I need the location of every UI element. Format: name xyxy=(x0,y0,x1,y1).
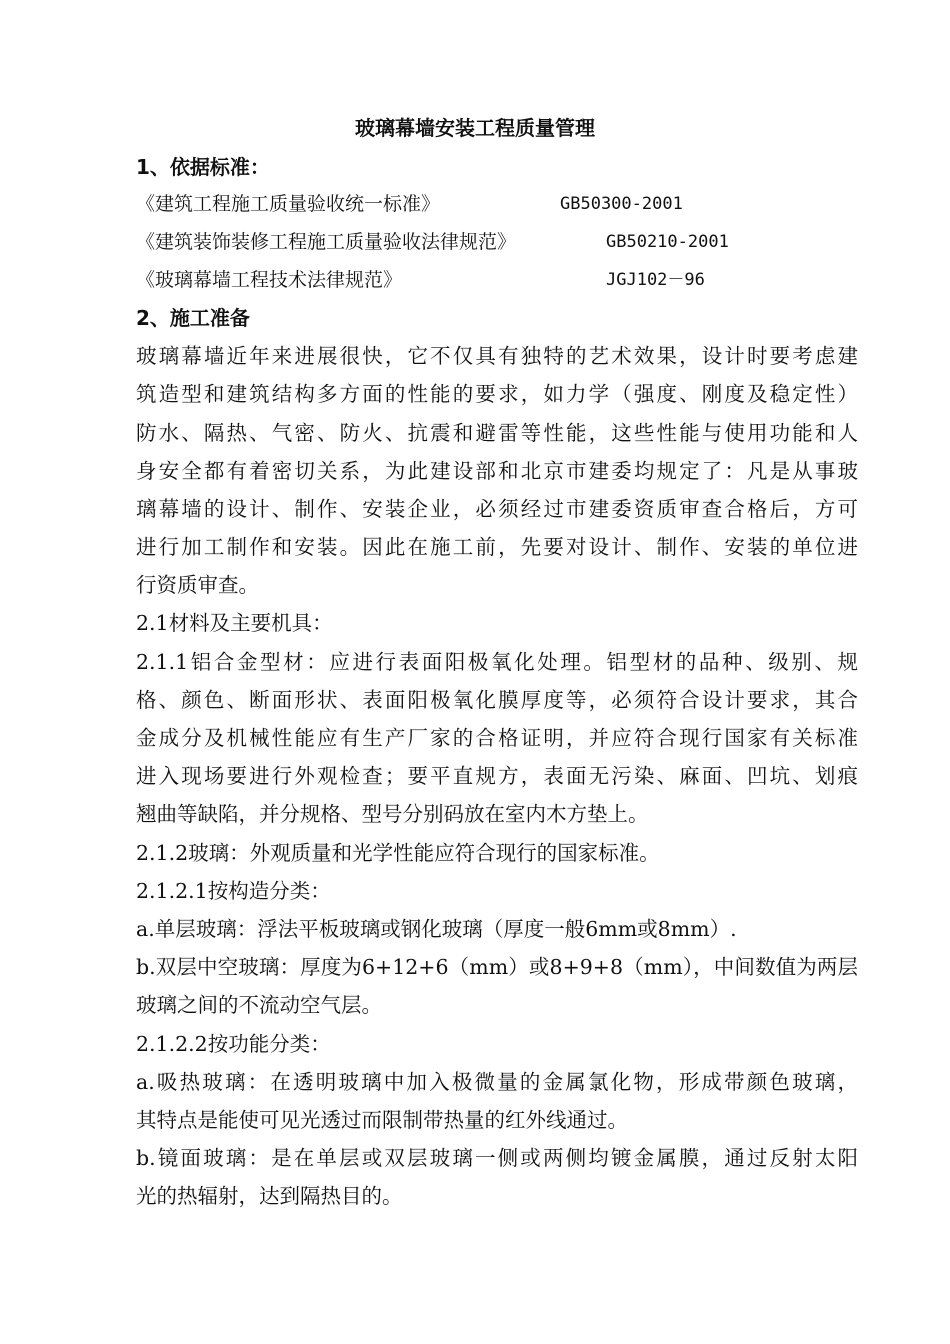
subsection-heading: 2.1.2.1按构造分类： xyxy=(136,879,331,903)
body-line: 其特点是能使可见光透过而限制带热量的红外线通过。 xyxy=(136,1108,628,1132)
standard-row xyxy=(136,189,856,219)
document-title: 玻璃幕墙安装工程质量管理 xyxy=(355,116,595,140)
body-line: 筑造型和建筑结构多方面的性能的要求，如力学（强度、刚度及稳定性） xyxy=(136,382,858,406)
body-line: 2.1.1铝合金型材：应进行表面阳极氧化处理。铝型材的品种、级别、规 xyxy=(136,650,858,674)
standard-row xyxy=(136,265,856,295)
body-line: 翘曲等缺陷，并分规格、型号分别码放在室内木方垫上。 xyxy=(136,802,649,826)
section-heading-preparation: 2、施工准备 xyxy=(136,306,250,330)
body-line: 光的热辐射，达到隔热目的。 xyxy=(136,1184,403,1208)
body-line: 格、颜色、断面形状、表面阳极氧化膜厚度等，必须符合设计要求，其合 xyxy=(136,688,858,712)
body-line: 防水、隔热、气密、防火、抗震和避雷等性能，这些性能与使用功能和人 xyxy=(136,421,858,445)
standard-row xyxy=(136,227,856,257)
subsection-heading: 2.1材料及主要机具： xyxy=(136,611,333,635)
body-line: 金成分及机械性能应有生产厂家的合格证明，并应符合现行国家有关标准 xyxy=(136,726,858,750)
standard-code: GB50210-2001 xyxy=(606,232,729,252)
body-line: 玻璃幕墙近年来进展很快，它不仅具有独特的艺术效果，设计时要考虑建 xyxy=(136,344,858,368)
body-line: 璃幕墙的设计、制作、安装企业，必须经过市建委资质审查合格后，方可 xyxy=(136,497,858,521)
body-line: b.镜面玻璃：是在单层或双层玻璃一侧或两侧均镀金属膜，通过反射太阳 xyxy=(136,1146,858,1170)
standard-code: GB50300-2001 xyxy=(560,194,683,214)
standard-code: JGJ102－96 xyxy=(606,270,705,290)
section-heading-standards: 1、依据标准： xyxy=(136,155,270,179)
body-line: b.双层中空玻璃：厚度为6+12+6（mm）或8+9+8（mm），中间数值为两层 xyxy=(136,955,858,979)
body-line: 进入现场要进行外观检查；要平直规方，表面无污染、麻面、凹坑、划痕 xyxy=(136,764,858,788)
body-line: 玻璃之间的不流动空气层。 xyxy=(136,993,382,1017)
body-line: 身安全都有着密切关系，为此建设部和北京市建委均规定了：凡是从事玻 xyxy=(136,459,858,483)
body-line: a.单层玻璃：浮法平板玻璃或钢化玻璃（厚度一般6mm或8mm）. xyxy=(136,917,737,941)
body-line: a.吸热玻璃：在透明玻璃中加入极微量的金属氯化物，形成带颜色玻璃， xyxy=(136,1070,858,1094)
subsection-heading: 2.1.2.2按功能分类： xyxy=(136,1032,331,1056)
standard-name: 《玻璃幕墙工程技术法律规范》 xyxy=(136,269,403,291)
standard-name: 《建筑工程施工质量验收统一标准》 xyxy=(136,193,441,215)
standard-name: 《建筑装饰装修工程施工质量验收法律规范》 xyxy=(136,231,517,253)
body-line: 行资质审查。 xyxy=(136,573,259,597)
body-line: 2.1.2玻璃：外观质量和光学性能应符合现行的国家标准。 xyxy=(136,841,660,865)
body-line: 进行加工制作和安装。因此在施工前，先要对设计、制作、安装的单位进 xyxy=(136,535,858,559)
